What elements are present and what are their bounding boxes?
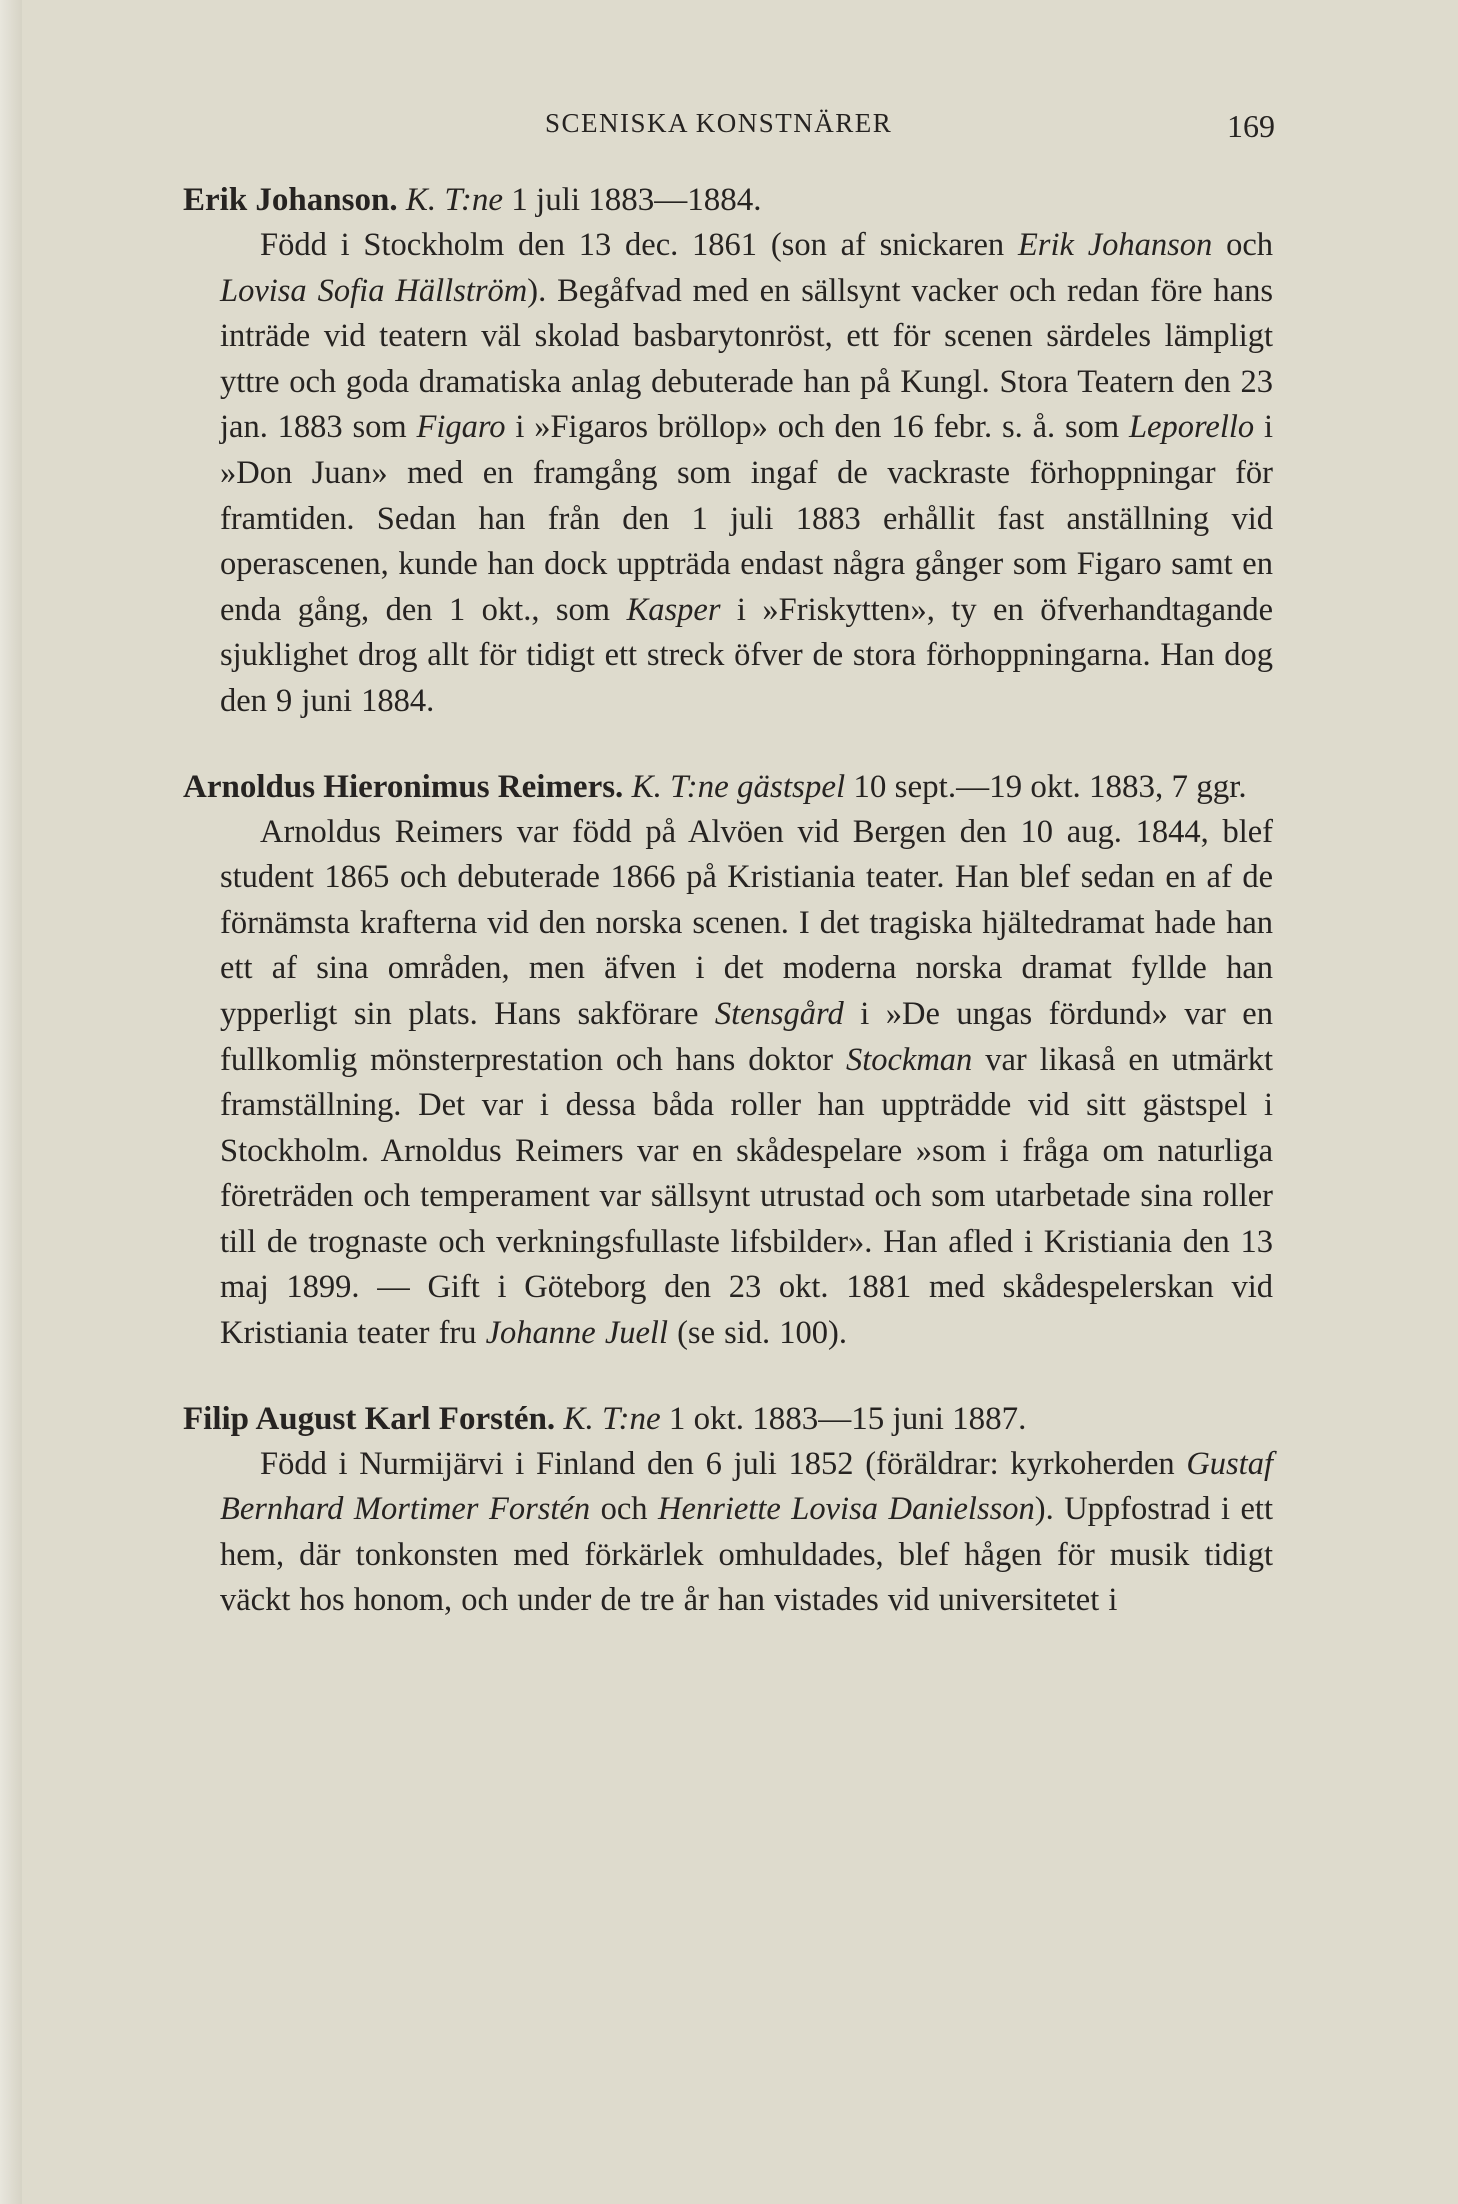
page-number: 169 — [1227, 108, 1275, 144]
italic-name: Stockman — [845, 1041, 973, 1078]
body-text: Arnoldus Reimers var född på Alvöen vid Bergen den 10 aug. 1844, blef student 1865 och debuterade 1866 på Kristiania teater. Han blef sedan en af de förnämsta krafterna vid den norska scenen. I det tragiska hjältedramat hade han ett af sina områden, men äfven i det moderna norska dramat fyllde han ypperligt sin plats. Hans sakförare — [220, 813, 1273, 1032]
entry-tne: T:ne — [444, 182, 504, 218]
entry-name: Arnoldus Hieronimus Reimers. — [183, 768, 624, 805]
running-title: SCENISKA KONSTNÄRER — [545, 108, 893, 138]
entry-k: K. — [631, 768, 662, 805]
entry-filip-forsten — [183, 1397, 1273, 1624]
italic-name: Johanne Juell — [485, 1315, 668, 1352]
body-text: ). Uppfostrad i ett hem, där tonkonsten med förkärlek omhuldades, blef hågen för musik tidigt väckt hos honom, och under de tre år han vistades vid universitetet i — [220, 1491, 1273, 1619]
entry-body — [183, 1442, 1273, 1624]
entry-name: Erik Johanson. — [183, 182, 398, 218]
page-content — [183, 178, 1273, 1664]
body-text: i »Don Juan» med en framgång som ingaf de vackraste förhoppningar för framtiden. Sedan han från den 1 juli 1883 erhållit fast anställning vid operascenen, kunde han dock uppträda endast några gånger som Figaro samt en enda gång, den 1 okt., som — [220, 409, 1274, 628]
italic-name: Lovisa Sofia Hällström — [220, 272, 528, 309]
entry-heading — [183, 765, 1273, 810]
entry-dates: 1 juli 1883—1884. — [511, 182, 762, 218]
italic-name: Erik Johanson — [1017, 227, 1213, 263]
entry-heading — [183, 1397, 1273, 1442]
entry-erik-johanson — [183, 178, 1273, 725]
italic-name: Gustaf Bernhard Mortimer Forstén — [220, 1445, 1273, 1528]
page-header — [545, 108, 1275, 148]
page-edge — [0, 0, 22, 2204]
italic-name: Stensgård — [714, 995, 844, 1032]
entry-body — [183, 223, 1273, 725]
entry-tne: T:ne — [601, 1400, 661, 1437]
entry-heading — [183, 178, 1273, 223]
body-text: och — [590, 1491, 659, 1528]
body-text: Född i Nurmijärvi i Finland den 6 juli 1852 (föräldrar: kyrkoherden — [260, 1445, 1187, 1482]
entry-dates: 1 okt. 1883—15 juni 1887. — [668, 1400, 1027, 1437]
body-text: och — [1212, 227, 1273, 263]
body-text: (se sid. 100). — [667, 1315, 848, 1352]
entry-arnoldus-reimers — [183, 765, 1273, 1357]
entry-name: Filip August Karl Forstén. — [183, 1400, 556, 1437]
italic-name: Figaro — [416, 409, 506, 446]
body-text: i »Friskytten», ty en öfverhandtagande sjuklighet drog allt för tidigt ett streck öfver de stora förhoppningarna. Han dog den 9 juni 1884. — [220, 591, 1273, 719]
entry-k: K. — [563, 1400, 594, 1437]
body-text: ). Begåfvad med en sällsynt vacker och redan före hans inträde vid teatern väl skolad basbarytonröst, ett för scenen särdeles lämpligt yttre och goda dramatiska anlag debuterade han på Kungl. Stora Teatern den 23 jan. 1883 som — [220, 272, 1273, 446]
entry-body — [183, 810, 1273, 1357]
body-text: i »De ungas fördund» var en fullkomlig mönsterprestation och hans doktor — [220, 995, 1273, 1078]
italic-name: Henriette Lovisa Danielsson — [658, 1491, 1035, 1528]
entry-dates: 10 sept.—19 okt. 1883, 7 ggr. — [853, 768, 1247, 805]
italic-name: Kasper — [626, 591, 721, 628]
italic-name: Leporello — [1128, 409, 1255, 446]
body-text: Född i Stockholm den 13 dec. 1861 (son af snickaren — [260, 227, 1018, 263]
entry-k: K. — [405, 182, 437, 218]
entry-tne: T:ne gästspel — [670, 768, 846, 805]
body-text: i »Figaros bröllop» och den 16 febr. s. å. som — [505, 409, 1129, 446]
body-text: var likaså en utmärkt framställning. Det var i dessa båda roller han uppträdde vid sitt gästspel i Stockholm. Arnoldus Reimers var en skådespelare »som i fråga om naturliga företräden och temperament var sällsynt utrustad och som utarbetade sina roller till de trognaste och verkningsfullaste lifsbilder». Han afled i Kristiania den 13 maj 1899. — Gift i Göteborg den 23 okt. 1881 med skådespelerskan vid Kristiania teater fru — [220, 1041, 1273, 1352]
